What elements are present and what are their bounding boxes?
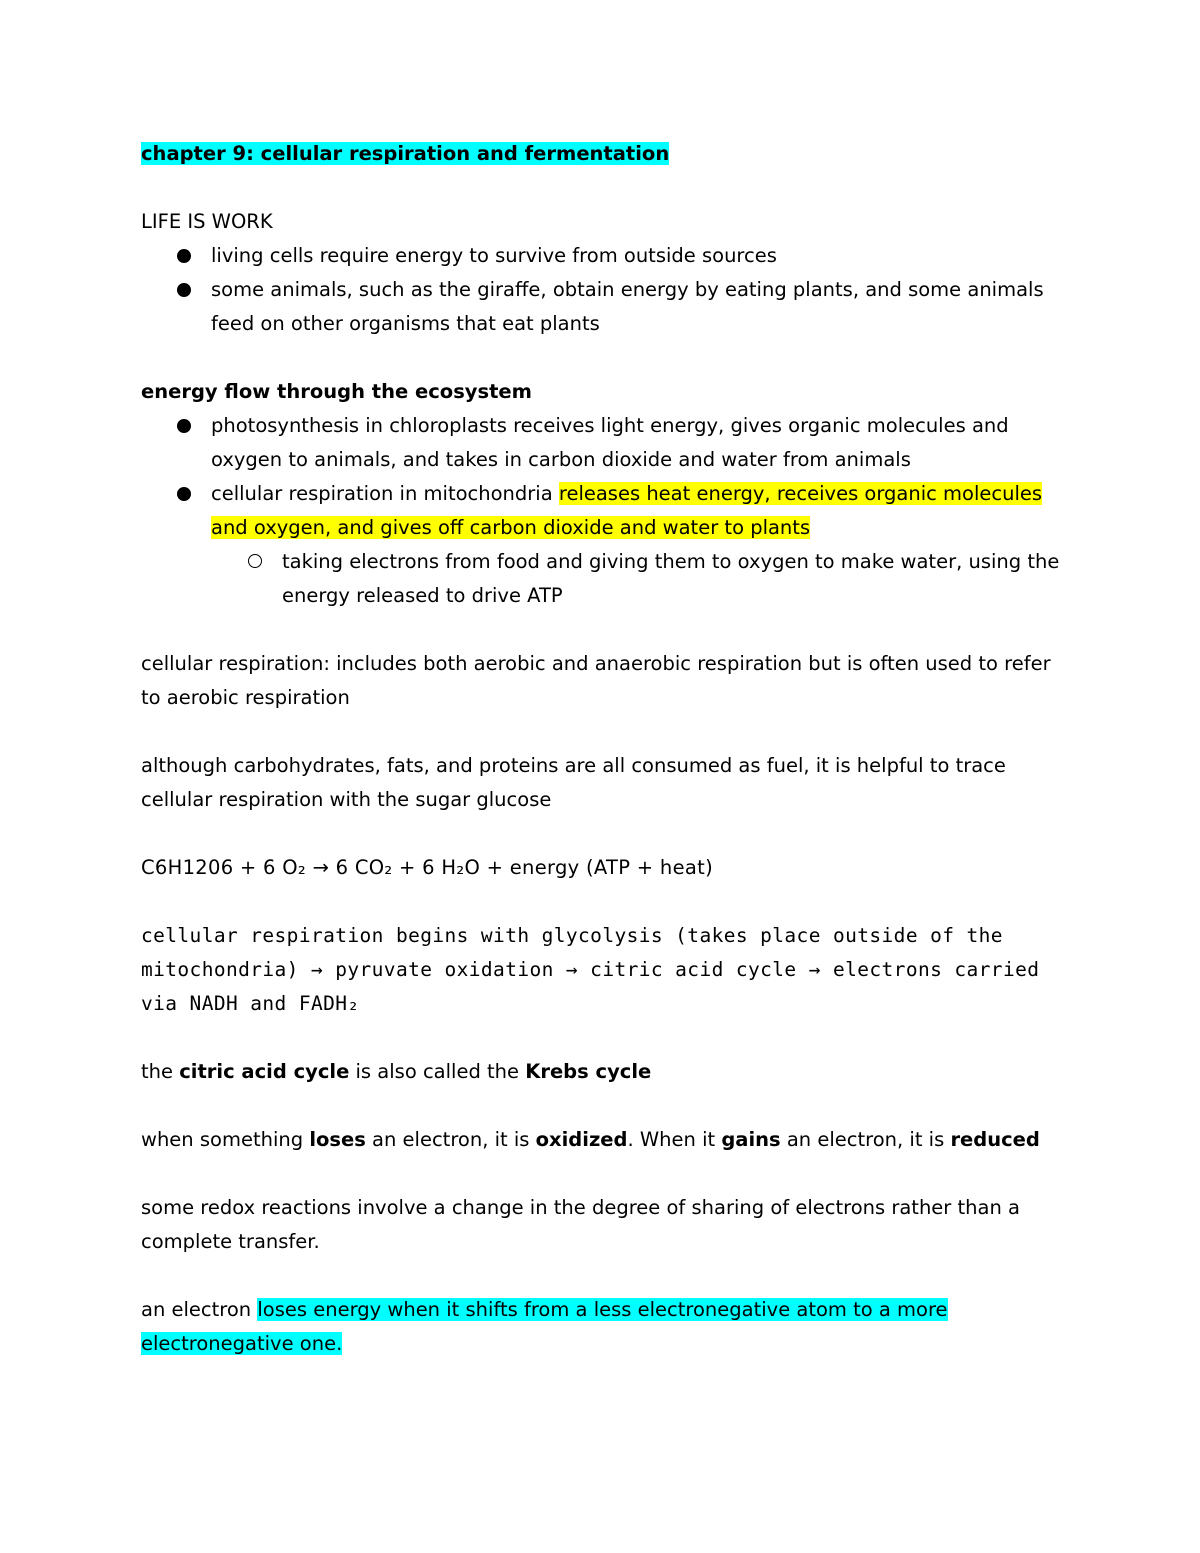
highlighted-text: releases heat energy, receives organic molecules and oxygen, and gives off carbon dioxide and water to plants bbox=[211, 482, 1043, 539]
filled-circle-bullet-icon bbox=[177, 487, 191, 501]
list-item: photosynthesis in chloroplasts receives light energy, gives organic molecules and oxygen to animals, and takes in carbon dioxide and water from animals bbox=[211, 409, 1071, 477]
spacer bbox=[141, 171, 1071, 205]
filled-circle-bullet-icon bbox=[177, 249, 191, 263]
paragraph-sharing: some redox reactions involve a change in the degree of sharing of electrons rather than a complete transfer. bbox=[141, 1196, 1020, 1253]
paragraph-pathway: cellular respiration begins with glycolysis (takes place outside of the mitochondria) → pyruvate oxidation → citric acid cycle → electrons carried via NADH and FADH₂ bbox=[141, 924, 1040, 1015]
list-item: living cells require energy to survive from outside sources bbox=[211, 239, 1071, 273]
chemical-equation: C6H1206 + 6 O₂ → 6 CO₂ + 6 H₂O + energy (ATP + heat) bbox=[141, 856, 713, 879]
document-page bbox=[141, 137, 1071, 1361]
list-item: some animals, such as the giraffe, obtain energy by eating plants, and some animals feed on other organisms that eat plants bbox=[211, 273, 1071, 341]
list-item: cellular respiration in mitochondria releases heat energy, receives organic molecules and oxygen, and gives off carbon dioxide and water to plants taking electrons from food and giving them to oxygen to make water, using the energy released to drive ATP bbox=[211, 477, 1071, 613]
sub-bullet-list bbox=[211, 545, 1071, 613]
spacer bbox=[141, 1157, 1071, 1191]
bullet-list-energy-flow bbox=[141, 409, 1071, 613]
paragraph-redox: when something loses an electron, it is oxidized. When it gains an electron, it is reduced bbox=[141, 1128, 1040, 1151]
paragraph-cellular-respiration: cellular respiration: includes both aerobic and anaerobic respiration but is often used to refer to aerobic respiration bbox=[141, 652, 1051, 709]
paragraph-krebs: the citric acid cycle is also called the Krebs cycle bbox=[141, 1060, 652, 1083]
section-heading-energy-flow: energy flow through the ecosystem bbox=[141, 380, 532, 403]
paragraph-fuel: although carbohydrates, fats, and proteins are all consumed as fuel, it is helpful to trace cellular respiration with the sugar glucose bbox=[141, 754, 1006, 811]
spacer bbox=[141, 1089, 1071, 1123]
spacer bbox=[141, 1259, 1071, 1293]
sub-list-item: taking electrons from food and giving them to oxygen to make water, using the energy released to drive ATP bbox=[282, 545, 1071, 613]
bullet-list-life-is-work bbox=[141, 239, 1071, 341]
section-heading-life-is-work: LIFE IS WORK bbox=[141, 210, 273, 233]
filled-circle-bullet-icon bbox=[177, 419, 191, 433]
spacer bbox=[141, 613, 1071, 647]
spacer bbox=[141, 817, 1071, 851]
spacer bbox=[141, 1021, 1071, 1055]
paragraph-electron: an electron loses energy when it shifts from a less electronegative atom to a more electronegative one. bbox=[141, 1298, 948, 1355]
spacer bbox=[141, 341, 1071, 375]
filled-circle-bullet-icon bbox=[177, 283, 191, 297]
highlighted-text: loses energy when it shifts from a less electronegative atom to a more electronegative one. bbox=[141, 1298, 948, 1355]
page-title: chapter 9: cellular respiration and fermentation bbox=[141, 142, 670, 165]
spacer bbox=[141, 715, 1071, 749]
hollow-circle-bullet-icon bbox=[248, 554, 262, 568]
spacer bbox=[141, 885, 1071, 919]
